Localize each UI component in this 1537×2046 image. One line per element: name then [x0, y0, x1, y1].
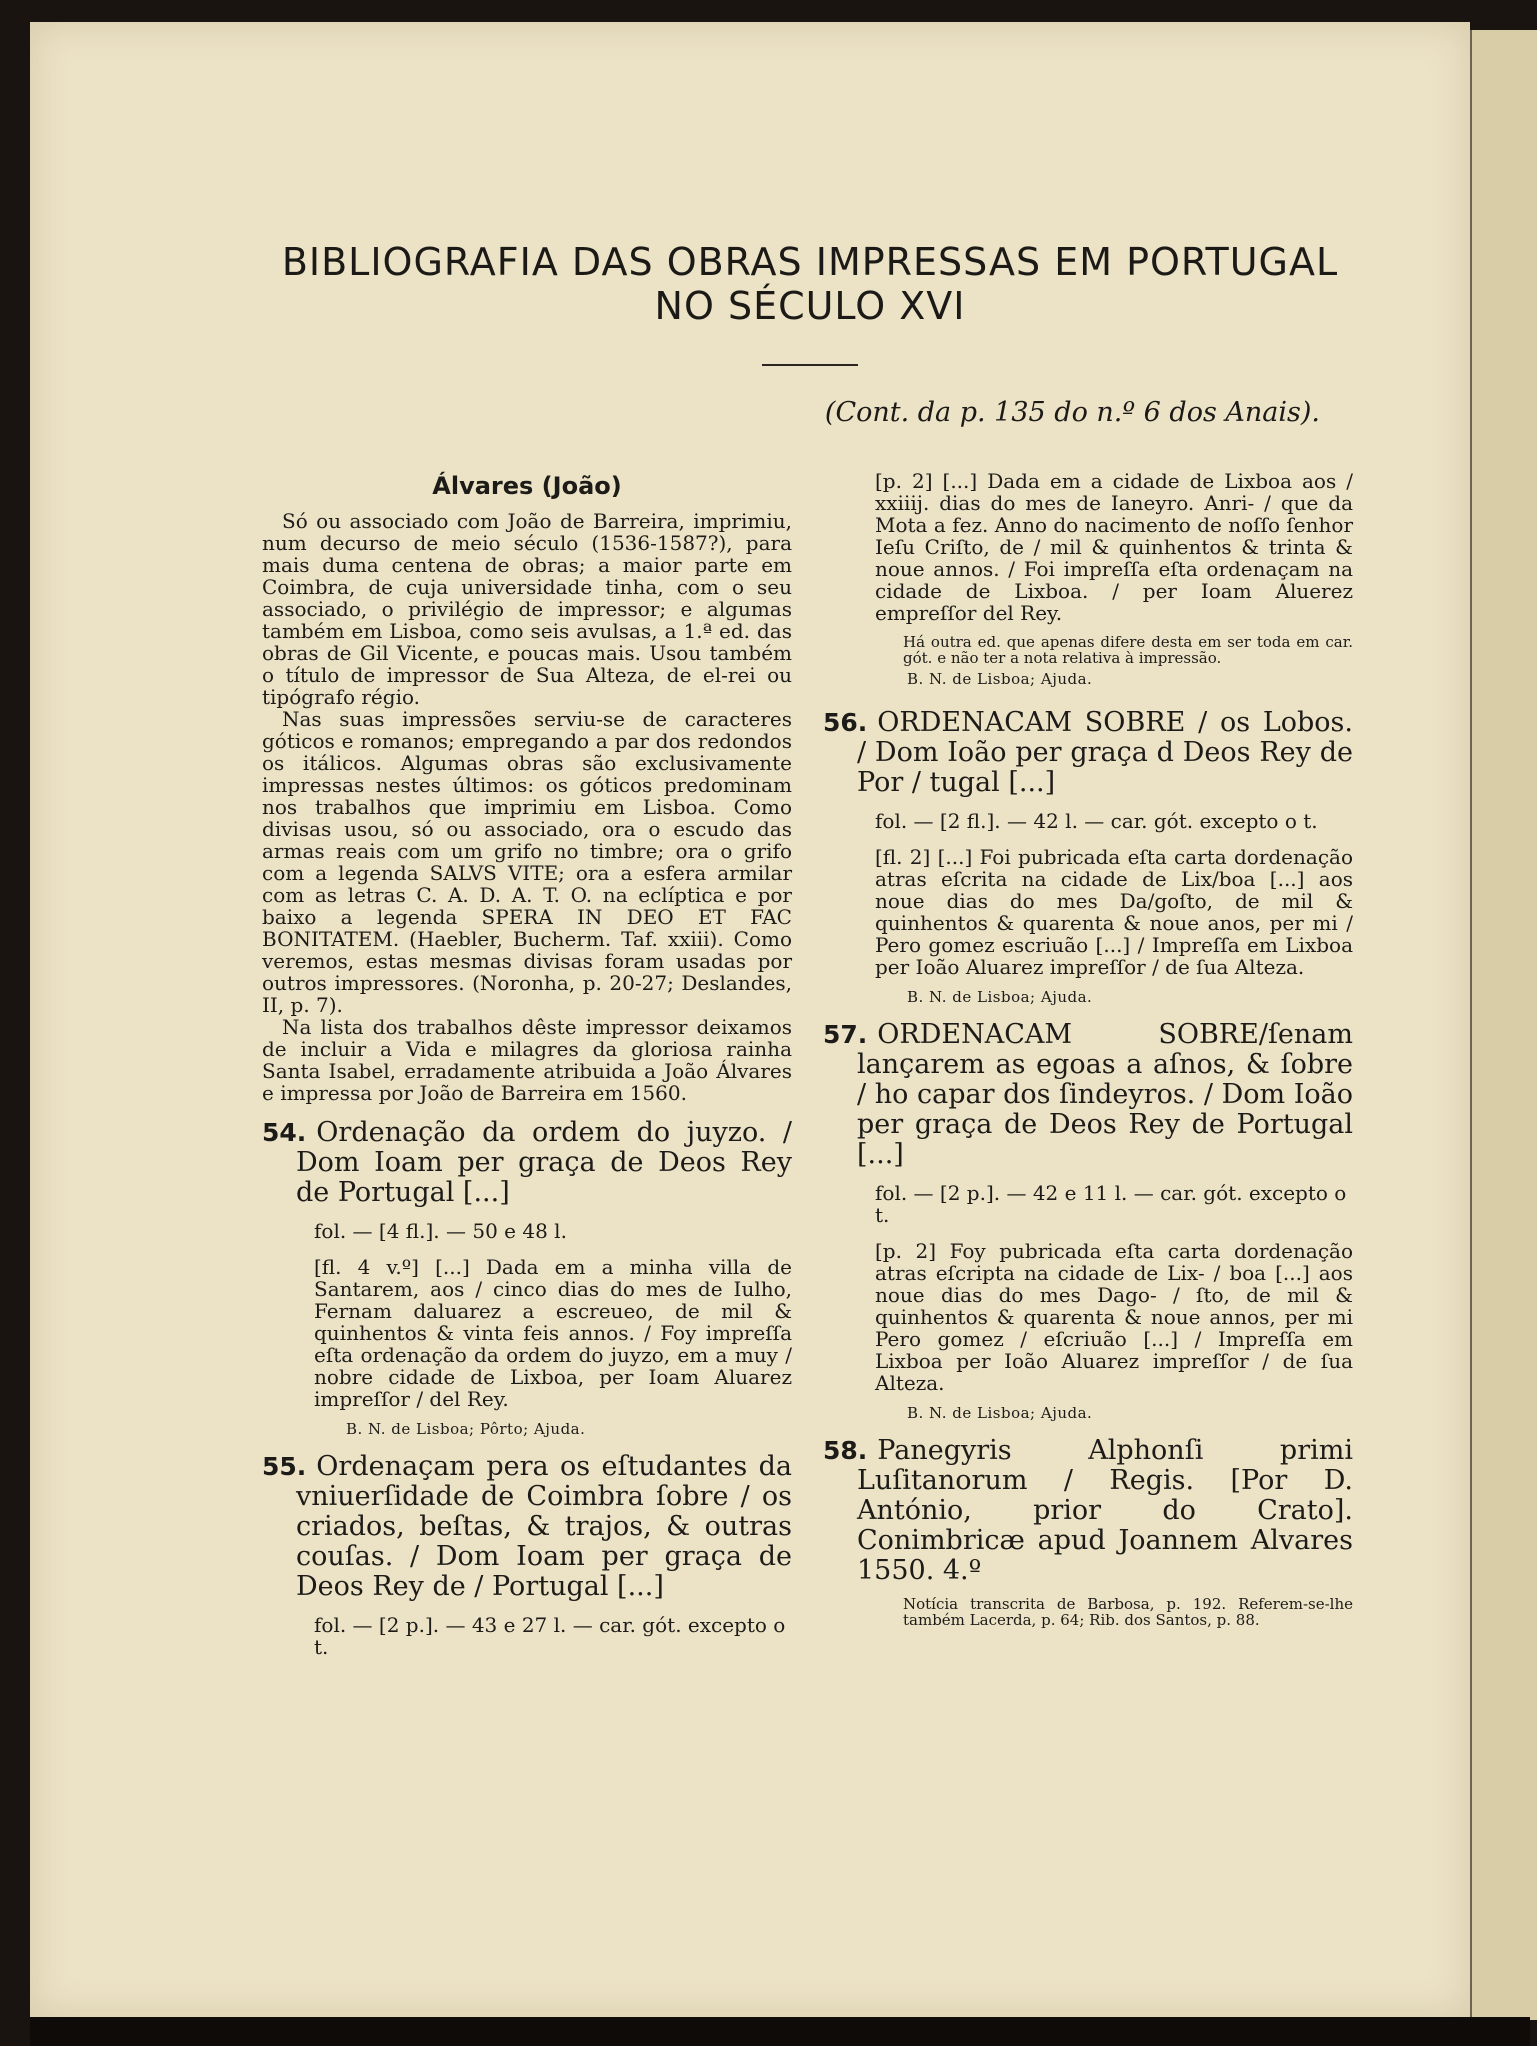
entry-note: Notícia transcrita de Barbosa, p. 192. Referem-se-lhe também Lacerda, p. 64; Rib. dos Santos, p. 88. — [903, 1595, 1353, 1629]
continued-locations: B. N. de Lisboa; Ajuda. — [907, 670, 1093, 688]
entry-number: 55. — [262, 1452, 307, 1481]
entry-title: Ordenaçam pera os eſtudantes da vniuerſidade de Coimbra ſobre / os criados, beſtas, & trajos, & outras couſas. / Dom Ioam per graça de Deos Rey de / Portugal [...] — [296, 1451, 792, 1602]
entry-collation: fol. — [2 p.]. — 42 e 11 l. — car. gót. excepto o t. — [875, 1181, 1347, 1227]
entry-locations: B. N. de Lisboa; Ajuda. — [907, 1404, 1093, 1422]
title-rule — [762, 364, 858, 366]
entry-number: 58. — [823, 1436, 868, 1465]
entry-title: ORDENACAM SOBRE/ſenam lançarem as egoas a aſnos, & ſobre / ho capar dos ſindeyros. / Dom Ioão per graça de Deos Rey de Portugal [...] — [857, 1019, 1353, 1170]
section-title: Álvares (João) — [432, 472, 622, 500]
entry-heading — [262, 1117, 792, 1208]
entry-number: 57. — [823, 1020, 868, 1049]
entry-title: Ordenação da ordem do juyzo. / Dom Ioam per graça de Deos Rey de Portugal [...] — [296, 1117, 792, 1208]
entry-heading — [823, 1435, 1353, 1586]
entry-transcript: [p. 2] Foy pubricada eſta carta dordenação atras eſcripta na cidade de Lix- / boa [...] aos noue dias do mes Dago- / ſto, de mil & quinhentos & quarenta & noue annos, per mi Pero gomez / eſcriuão [...] / Impreſſa em Lixboa per Ioão Aluarez impreſſor / de ſua Alteza. — [875, 1239, 1353, 1395]
edition-note: Há outra ed. que apenas difere desta em ser toda em car. gót. e não ter a nota relativa à impressão. — [903, 633, 1353, 667]
intro-paragraph-1: Só ou associado com João de Barreira, imprimiu, num decurso de meio século (1536-1587?), para mais duma centena de obras; a maior parte em Coimbra, de cuja universidade tinha, com o seu associado, o privilégio de impressor; e algumas também em Lisboa, como seis avulsas, a 1.ª ed. das obras de Gil Vicente, e poucas mais. Usou também o título de impressor de Sua Alteza, de el-rei ou tipógrafo régio. — [262, 509, 792, 709]
entry-transcript: [fl. 4 v.º] [...] Dada em a minha villa de Santarem, aos / cinco dias do mes de Iulho, Fernam daluarez a escreueo, de mil & quinhentos & vinta feis annos. / Foy impreſſa eſta ordenação da ordem do juyzo, em a muy / nobre cidade de Lixboa, per Ioam Aluarez impreſſor / del Rey. — [314, 1255, 792, 1411]
entry-locations: B. N. de Lisboa; Pôrto; Ajuda. — [346, 1420, 586, 1438]
entry-title: ORDENACAM SOBRE / os Lobos. / Dom Ioão per graça d Deos Rey de Por / tugal [...] — [857, 707, 1353, 798]
title-line-2: NO SÉCULO XVI — [654, 284, 966, 328]
entry-56 — [823, 708, 1353, 1006]
intro-paragraph-3: Na lista dos trabalhos dêste impressor deixamos de incluir a Vida e milagres da gloriosa rainha Santa Isabel, erradamente atribuida a João Álvares e impressa por João de Barreira em 1560. — [262, 1015, 792, 1105]
entry-number: 56. — [823, 708, 868, 737]
entry-collation: fol. — [2 fl.]. — 42 l. — car. gót. excepto o t. — [875, 809, 1318, 833]
entry-collation: fol. — [2 p.]. — 43 e 27 l. — car. gót. excepto o t. — [314, 1613, 786, 1659]
entry-55 — [262, 1452, 792, 1658]
entry-54 — [262, 1118, 792, 1438]
continuation-note: (Cont. da p. 135 do n.º 6 dos Anais). — [824, 397, 1320, 428]
entry-locations: B. N. de Lisboa; Ajuda. — [907, 988, 1093, 1006]
intro-paragraph-2: Nas suas impressões serviu-se de caracteres góticos e romanos; empregando a par dos redondos os itálicos. Algumas obras são exclusivamente impressas nestes últimos: os góticos predominam nos trabalhos que imprimiu em Lisboa. Como divisas usou, só ou associado, ora o escudo das armas reais com um grifo no timbre; ora o grifo com a legenda SALVS VITE; ora a esfera armilar com as letras C. A. D. A. T. O. na eclíptica e por baixo a legenda SPERA IN DEO ET FAC BONITATEM. (Haebler, Bucherm. Taf. xxiii). Como veremos, estas mesmas divisas foram usadas por outros impressores. (Noronha, p. 20-27; Deslandes, II, p. 7). — [262, 707, 792, 1017]
entry-number: 54. — [262, 1118, 307, 1147]
page-title — [200, 240, 1420, 328]
entry-heading — [823, 707, 1353, 798]
entry-heading — [823, 1019, 1353, 1170]
entry-57 — [823, 1020, 1353, 1422]
next-page-edge — [1470, 30, 1537, 2020]
entry-collation: fol. — [4 fl.]. — 50 e 48 l. — [314, 1219, 567, 1243]
left-column — [262, 470, 792, 1658]
entry-title: Panegyris Alphonſi primi Luſitanorum / Regis. [Por D. António, prior do Crato]. Conimbricæ apud Joannem Alvares 1550. 4.º — [857, 1435, 1353, 1586]
continued-transcript: [p. 2] [...] Dada em a cidade de Lixboa aos / xxiiij. dias do mes de Ianeyro. Anri- / que da Mota a fez. Anno do nacimento de noſſo ſenhor Ieſu Criſto, de / mil & quinhentos & trinta & noue annos. / Foi impreſſa eſta ordenaçam na cidade de Lixboa. / per Ioam Aluerez empreſſor del Rey. — [875, 469, 1353, 625]
scan-bottom-border — [30, 2017, 1530, 2046]
right-column — [823, 470, 1353, 1628]
entry-heading — [262, 1451, 792, 1602]
entry-58 — [823, 1436, 1353, 1628]
entry-transcript: [fl. 2] [...] Foi pubricada eſta carta dordenação atras eſcrita na cidade de Lix/boa [...] aos noue dias do mes Da/goſto, de mil & quinhentos & quarenta & noue anos, per mi / Pero gomez escriuão [...] / Impreſſa em Lixboa per Ioão Aluarez impreſſor / de ſua Alteza. — [875, 845, 1353, 979]
title-line-1: BIBLIOGRAFIA DAS OBRAS IMPRESSAS EM PORTUGAL — [281, 240, 1339, 284]
